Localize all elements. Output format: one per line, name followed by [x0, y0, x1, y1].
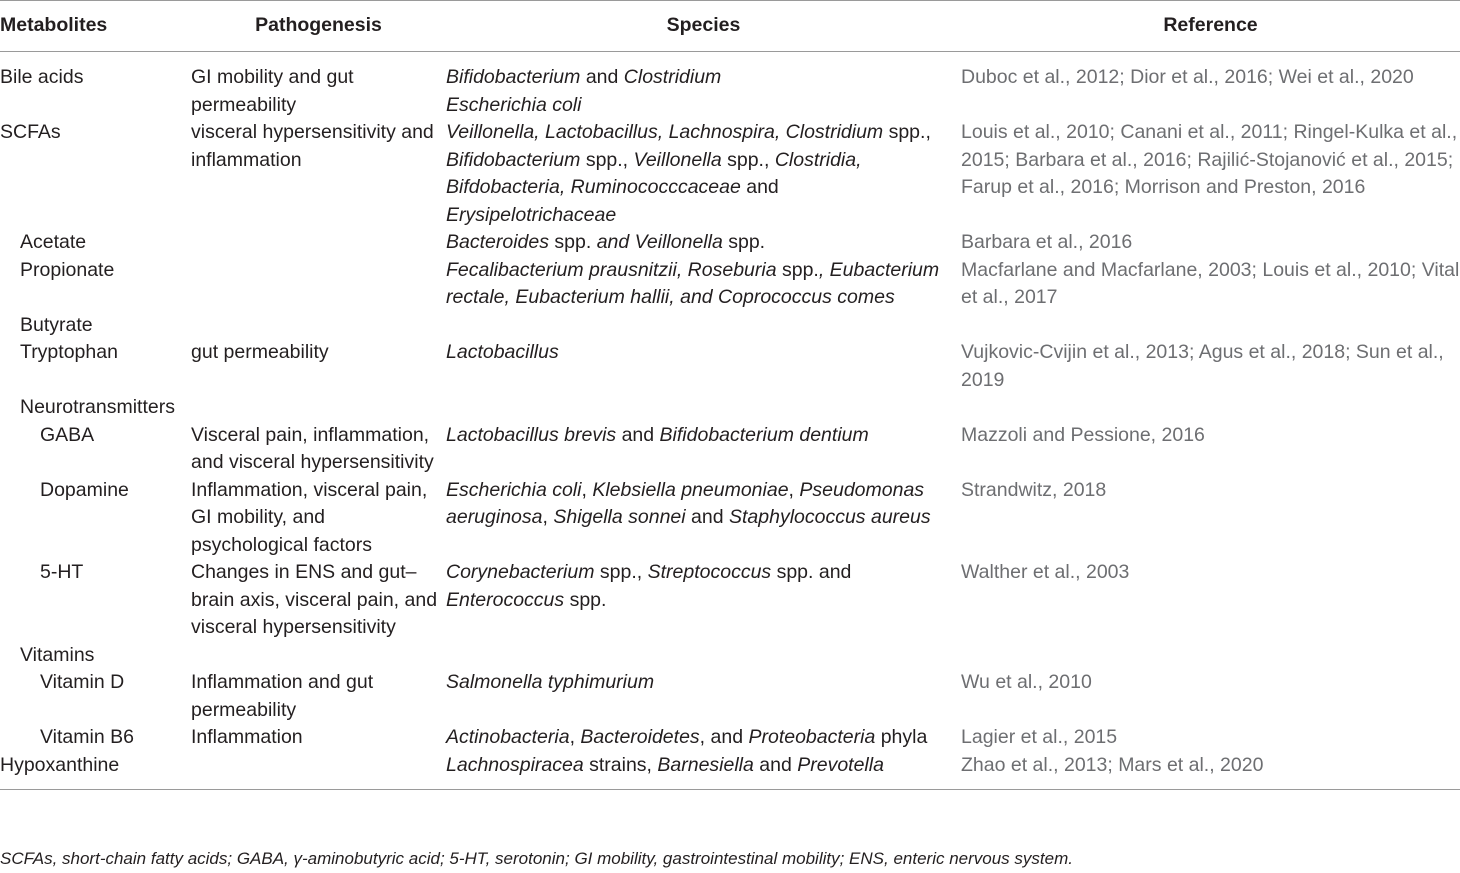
species-cell — [446, 52, 961, 120]
species-cell — [446, 752, 961, 790]
species-text: Bifidobacterium — [446, 148, 581, 171]
species-cell — [446, 119, 961, 229]
species-text: spp. — [722, 231, 766, 253]
pathogenesis-cell: Inflammation — [191, 726, 303, 748]
species-cell — [446, 257, 961, 312]
species-text: spp., — [883, 121, 931, 143]
table-row — [0, 257, 1460, 312]
species-text: Clostridium — [623, 66, 722, 88]
species-line — [446, 64, 961, 92]
table-row — [0, 312, 1460, 340]
species-text: Bifidobacterium dentium — [659, 423, 869, 446]
species-text: spp., — [594, 561, 648, 583]
reference-cell: Macfarlane and Macfarlane, 2003; Louis et al., 2010; Vital et al., 2017 — [961, 258, 1460, 308]
table-row — [0, 642, 1460, 670]
species-line — [446, 559, 961, 587]
species-line — [446, 752, 961, 780]
metabolite-cell: 5-HT — [40, 561, 84, 583]
species-cell — [446, 642, 961, 670]
metabolite-cell: Vitamin B6 — [40, 726, 134, 748]
metabolite-cell: Hypoxanthine — [0, 752, 191, 790]
species-text: and — [740, 176, 779, 198]
species-text: phyla — [875, 726, 928, 748]
pathogenesis-cell — [191, 642, 446, 670]
species-text: Veillonella, Lactobacillus, Lachnospira, Clostridium — [446, 121, 884, 143]
species-text: rectale, Eubacterium hallii, and Coprococcus comes — [446, 286, 895, 308]
species-cell — [446, 477, 961, 560]
species-cell — [446, 422, 961, 477]
pathogenesis-cell: Inflammation, visceral pain, GI mobility, and psychological factors — [191, 478, 428, 556]
species-text: and — [685, 506, 729, 528]
species-text: Proteobacteria — [748, 726, 876, 748]
metabolite-cell: Neurotransmitters — [20, 396, 175, 418]
reference-cell: Duboc et al., 2012; Dior et al., 2016; Wei et al., 2020 — [961, 66, 1414, 88]
species-line — [446, 202, 961, 230]
table-row — [0, 724, 1460, 752]
species-cell — [446, 339, 961, 394]
table-row — [0, 52, 1460, 120]
table-row — [0, 559, 1460, 642]
species-line — [446, 339, 961, 367]
table-row — [0, 422, 1460, 477]
species-text: Corynebacterium — [446, 561, 595, 583]
metabolite-cell: GABA — [40, 423, 95, 446]
species-text: Lactobacillus brevis — [446, 423, 617, 446]
species-text: Streptococcus — [647, 561, 772, 583]
species-line — [446, 119, 961, 147]
species-text: Bacteroides — [446, 231, 549, 253]
species-text: Bacteroidetes — [580, 726, 700, 748]
species-text: Actinobacteria — [446, 726, 570, 748]
species-text: Erysipelotrichaceae — [446, 203, 617, 226]
pathogenesis-cell: Visceral pain, inflammation, and visceral hypersensitivity — [191, 423, 434, 473]
metabolite-cell: Vitamin D — [40, 671, 125, 693]
species-text: Veillonella — [633, 148, 722, 171]
table-row — [0, 477, 1460, 560]
reference-cell — [961, 394, 1460, 422]
pathogenesis-cell: visceral hypersensitivity and inflammation — [191, 121, 434, 171]
species-text: Barnesiella — [657, 753, 754, 776]
species-line — [446, 587, 961, 615]
species-text: Enterococcus — [446, 588, 565, 611]
species-text: and — [616, 423, 660, 446]
species-text: Lachnospiracea — [446, 753, 584, 776]
species-line — [446, 504, 961, 532]
species-text: aeruginosa — [446, 506, 543, 528]
species-line — [446, 724, 961, 752]
species-text: Prevotella — [797, 753, 884, 776]
species-text: , — [581, 478, 593, 501]
species-text: strains, — [583, 753, 658, 776]
table-footnote: SCFAs, short-chain fatty acids; GABA, γ-aminobutyric acid; 5-HT, serotonin; GI mobility, gastrointestinal mobility; ENS, enteric nervous system. — [0, 849, 1073, 868]
table-body — [0, 52, 1460, 790]
species-text: Bifdobacteria, Ruminococccaceae — [446, 176, 741, 198]
species-line — [446, 147, 961, 175]
reference-cell: Barbara et al., 2016 — [961, 231, 1133, 253]
table-row — [0, 669, 1460, 724]
species-text: Klebsiella pneumoniae — [592, 478, 789, 501]
table-row — [0, 229, 1460, 257]
header-pathogenesis: Pathogenesis — [191, 1, 446, 52]
species-text: , Eubacterium — [818, 258, 940, 281]
species-text: spp., — [580, 148, 634, 171]
species-text: and — [580, 66, 624, 88]
species-text: spp. and — [771, 561, 852, 583]
species-cell — [446, 229, 961, 257]
pathogenesis-cell — [191, 752, 446, 790]
pathogenesis-cell: Inflammation and gut permeability — [191, 671, 374, 721]
reference-cell: Louis et al., 2010; Canani et al., 2011; Ringel-Kulka et al., 2015; Barbara et al., 2016; Rajilić-Stojanović et al., 2015; Farup et al., 2016; Morrison and Preston, 2016 — [961, 121, 1458, 198]
metabolite-cell: SCFAs — [0, 121, 61, 143]
species-cell — [446, 669, 961, 724]
table-row — [0, 119, 1460, 229]
reference-cell — [961, 642, 1460, 670]
species-text: and — [753, 753, 798, 776]
reference-cell: Walther et al., 2003 — [961, 561, 1130, 583]
metabolite-cell: Propionate — [20, 258, 115, 281]
species-cell — [446, 312, 961, 340]
pathogenesis-cell — [191, 394, 446, 422]
species-cell — [446, 559, 961, 642]
metabolite-cell: Vitamins — [20, 643, 95, 666]
pathogenesis-cell — [191, 312, 446, 340]
table-row — [0, 339, 1460, 394]
species-text: Escherichia coli — [446, 478, 582, 501]
species-line — [446, 422, 961, 450]
species-text: and Veillonella — [596, 231, 723, 253]
reference-cell: Vujkovic-Cvijin et al., 2013; Agus et al., 2018; Sun et al., 2019 — [961, 341, 1444, 391]
species-text: Clostridia, — [774, 148, 862, 171]
metabolite-cell: Butyrate — [20, 313, 93, 336]
metabolite-cell: Acetate — [20, 231, 87, 253]
species-cell — [446, 724, 961, 752]
species-line — [446, 92, 961, 120]
pathogenesis-cell: GI mobility and gut permeability — [191, 66, 354, 116]
reference-cell: Zhao et al., 2013; Mars et al., 2020 — [961, 752, 1460, 790]
reference-cell: Wu et al., 2010 — [961, 671, 1092, 693]
species-text: Lactobacillus — [446, 341, 559, 363]
metabolite-cell: Dopamine — [40, 478, 129, 501]
species-text: Escherichia coli — [446, 93, 582, 116]
species-text: Fecalibacterium prausnitzii, Roseburia — [446, 258, 777, 281]
table-header — [0, 1, 1460, 52]
species-text: , — [569, 726, 581, 748]
reference-cell: Mazzoli and Pessione, 2016 — [961, 423, 1205, 446]
species-text: Pseudomonas — [799, 478, 925, 501]
species-text: spp. — [776, 258, 819, 281]
species-line — [446, 257, 961, 285]
species-line — [446, 669, 961, 697]
header-species: Species — [446, 1, 961, 52]
pathogenesis-cell — [191, 229, 446, 257]
pathogenesis-cell — [191, 257, 446, 312]
species-text: , — [542, 506, 554, 528]
species-line — [446, 284, 961, 312]
reference-cell — [961, 312, 1460, 340]
species-text: , and — [699, 726, 749, 748]
header-metabolites: Metabolites — [0, 1, 191, 52]
species-cell — [446, 394, 961, 422]
species-text: Salmonella typhimurium — [446, 671, 655, 693]
metabolite-cell: Tryptophan — [20, 341, 118, 363]
species-line — [446, 229, 961, 257]
species-text: spp. — [564, 588, 607, 611]
pathogenesis-cell: Changes in ENS and gut–brain axis, visceral pain, and visceral hypersensitivity — [191, 561, 438, 638]
species-text: , — [788, 478, 800, 501]
metabolite-cell: Bile acids — [0, 66, 84, 88]
species-line — [446, 174, 961, 202]
species-text: spp., — [721, 148, 775, 171]
reference-cell: Lagier et al., 2015 — [961, 726, 1118, 748]
table-row — [0, 752, 1460, 790]
species-text: Staphylococcus aureus — [728, 506, 931, 528]
species-text: spp. — [548, 231, 597, 253]
species-text: Shigella sonnei — [553, 506, 686, 528]
species-line — [446, 477, 961, 505]
pathogenesis-cell: gut permeability — [191, 341, 329, 363]
table-row — [0, 394, 1460, 422]
reference-cell: Strandwitz, 2018 — [961, 478, 1107, 501]
species-text: Bifidobacterium — [446, 66, 581, 88]
header-reference: Reference — [961, 1, 1460, 52]
